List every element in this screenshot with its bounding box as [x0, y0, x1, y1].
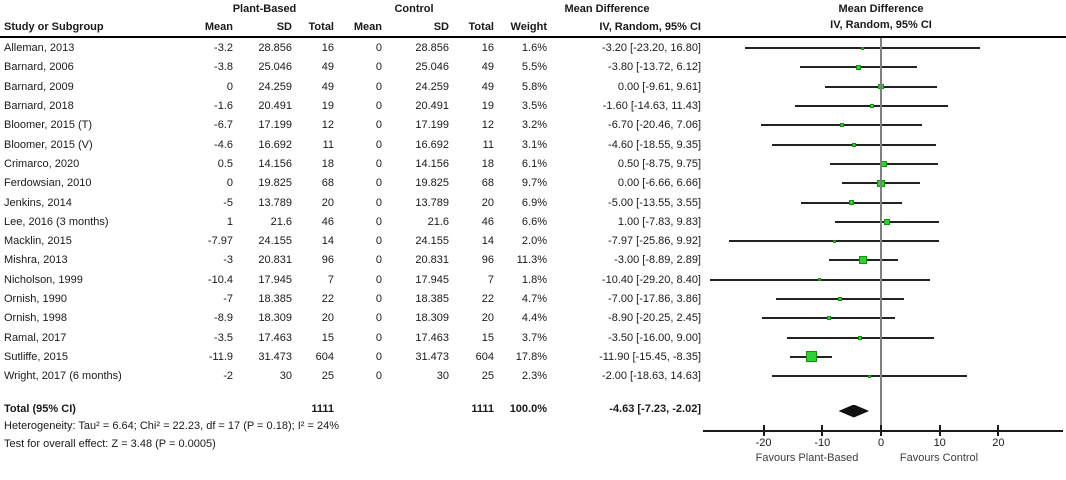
column-header-sd-control: SD [433, 20, 449, 33]
study-md-ci: -5.00 [-13.55, 3.55] [608, 196, 701, 209]
control-sd: 25.046 [415, 61, 449, 74]
study-md-ci: -3.80 [-13.72, 6.12] [608, 61, 701, 74]
treatment-mean: -3 [223, 254, 233, 267]
total-row [0, 399, 1066, 418]
treatment-mean: -6.7 [214, 119, 233, 132]
study-name: Ornish, 1998 [4, 312, 67, 325]
treatment-mean: -1.6 [214, 100, 233, 113]
study-weight: 17.8% [515, 350, 547, 363]
control-mean: 0 [375, 215, 382, 228]
treatment-sd: 14.156 [258, 157, 292, 170]
control-mean: 0 [375, 61, 382, 74]
control-mean: 0 [375, 235, 382, 248]
treatment-total: 18 [321, 157, 334, 170]
treatment-total: 68 [321, 177, 334, 190]
treatment-mean: 0.5 [217, 157, 233, 170]
treatment-mean: -4.6 [214, 138, 233, 151]
treatment-sd: 19.825 [258, 177, 292, 190]
study-name: Macklin, 2015 [4, 235, 72, 248]
treatment-sd: 24.155 [258, 235, 292, 248]
control-sd: 24.155 [415, 235, 449, 248]
study-weight: 6.1% [521, 157, 547, 170]
control-total: 18 [481, 157, 494, 170]
treatment-sd: 25.046 [258, 61, 292, 74]
treatment-mean: -3.2 [214, 42, 233, 55]
study-md-ci: -7.97 [-25.86, 9.92] [608, 235, 701, 248]
control-total: 20 [481, 196, 494, 209]
treatment-mean: -5 [223, 196, 233, 209]
study-name: Ferdowsian, 2010 [4, 177, 92, 190]
treatment-total: 15 [321, 331, 334, 344]
x-axis-tick [763, 425, 765, 436]
study-weight: 4.4% [521, 312, 547, 325]
control-sd: 18.385 [415, 293, 449, 305]
study-md-ci: -3.50 [-16.00, 9.00] [608, 331, 701, 344]
control-total: 604 [475, 350, 494, 363]
treatment-sd: 24.259 [258, 80, 292, 93]
control-sd: 20.831 [415, 254, 449, 267]
column-header-total-treatment: Total [308, 20, 334, 33]
treatment-total: 604 [315, 350, 334, 363]
control-sd: 14.156 [415, 157, 449, 170]
control-sd: 13.789 [415, 196, 449, 209]
treatment-mean: 0 [226, 177, 233, 190]
control-total: 49 [481, 80, 494, 93]
total-md-ci: -4.63 [-7.23, -2.02] [609, 402, 701, 415]
control-mean: 0 [375, 331, 382, 344]
study-name: Wright, 2017 (6 months) [4, 370, 122, 383]
control-sd: 18.309 [415, 312, 449, 325]
control-total: 46 [481, 215, 494, 228]
control-total: 49 [481, 61, 494, 74]
overall-effect-text: Test for overall effect: Z = 3.48 (P = 0.0005) [4, 438, 216, 450]
x-axis-tick [880, 425, 882, 436]
study-weight: 6.9% [521, 196, 547, 209]
column-header-weight: Weight [510, 20, 547, 33]
treatment-mean: -7.97 [207, 235, 233, 248]
study-md-ci: -4.60 [-18.55, 9.35] [608, 138, 701, 151]
control-mean: 0 [375, 254, 382, 267]
study-weight: 2.0% [521, 235, 547, 248]
total-weight: 100.0% [509, 402, 547, 415]
study-name: Crimarco, 2020 [4, 157, 80, 170]
treatment-mean: -2 [223, 370, 233, 383]
study-name: Bloomer, 2015 (V) [4, 138, 93, 151]
study-md-ci: 0.00 [-6.66, 6.66] [617, 177, 701, 190]
study-name: Jenkins, 2014 [4, 196, 72, 209]
treatment-total: 49 [321, 61, 334, 74]
treatment-mean: -3.5 [214, 331, 233, 344]
study-name: Barnard, 2009 [4, 80, 74, 93]
study-weight: 9.7% [521, 177, 547, 190]
treatment-sd: 13.789 [258, 196, 292, 209]
control-mean: 0 [375, 157, 382, 170]
control-mean: 0 [375, 312, 382, 325]
x-axis-tick [997, 425, 999, 436]
plot-title: Mean Difference [838, 3, 924, 15]
study-md-ci: -8.90 [-20.25, 2.45] [608, 312, 701, 325]
group-control-label: Control [394, 3, 434, 15]
control-total: 96 [481, 254, 494, 267]
treatment-total: 96 [321, 254, 334, 267]
study-md-ci: -11.90 [-15.45, -8.35] [599, 350, 701, 363]
group-plant-based-label: Plant-Based [232, 3, 297, 15]
study-name: Barnard, 2006 [4, 61, 74, 74]
study-weight: 2.3% [521, 370, 547, 383]
study-weight: 6.6% [521, 215, 547, 228]
heterogeneity-text: Heterogeneity: Tau² = 6.64; Chi² = 22.23, df = 17 (P = 0.18); I² = 24% [4, 420, 339, 432]
treatment-total: 7 [327, 273, 334, 286]
study-md-ci: 0.50 [-8.75, 9.75] [617, 157, 701, 170]
control-sd: 21.6 [427, 215, 449, 228]
treatment-total: 11 [322, 138, 334, 151]
treatment-total: 22 [321, 293, 334, 305]
study-weight: 3.1% [521, 138, 547, 151]
plot-subtitle: IV, Random, 95% CI [830, 19, 932, 31]
favours-left-label: Favours Plant-Based [755, 452, 859, 464]
study-weight: 3.2% [521, 119, 547, 132]
treatment-total: 16 [321, 42, 334, 55]
control-mean: 0 [375, 273, 382, 286]
control-mean: 0 [375, 177, 382, 190]
study-md-ci: -10.40 [-29.20, 8.40] [601, 273, 701, 286]
treatment-total: 25 [321, 370, 334, 383]
control-total: 12 [481, 119, 494, 132]
control-total: 19 [481, 100, 494, 113]
study-name: Ramal, 2017 [4, 331, 67, 344]
mean-difference-column-title: Mean Difference [564, 3, 650, 15]
treatment-total: 14 [321, 235, 334, 248]
total-n-treatment: 1111 [311, 402, 334, 415]
control-mean: 0 [375, 350, 382, 363]
study-name: Mishra, 2013 [4, 254, 68, 267]
study-weight: 1.6% [521, 42, 547, 55]
study-md-ci: -6.70 [-20.46, 7.06] [608, 119, 701, 132]
control-sd: 16.692 [415, 138, 449, 151]
control-mean: 0 [375, 138, 382, 151]
study-md-ci: -2.00 [-18.63, 14.63] [601, 370, 701, 383]
treatment-total: 20 [321, 312, 334, 325]
treatment-total: 12 [321, 119, 334, 132]
study-weight: 5.5% [521, 61, 547, 74]
control-mean: 0 [375, 119, 382, 132]
x-axis-tick-label: -20 [755, 437, 772, 449]
control-sd: 19.825 [415, 177, 449, 190]
study-weight: 1.8% [521, 273, 547, 286]
study-name: Bloomer, 2015 (T) [4, 119, 93, 132]
control-sd: 17.463 [415, 331, 449, 344]
treatment-sd: 17.199 [258, 119, 292, 132]
treatment-sd: 18.385 [258, 293, 292, 305]
treatment-sd: 16.692 [258, 138, 292, 151]
study-name: Ornish, 1990 [4, 293, 67, 305]
treatment-mean: -3.8 [214, 61, 233, 74]
favours-right-label: Favours Control [899, 452, 979, 464]
treatment-total: 19 [321, 100, 334, 113]
column-header-sd-treatment: SD [276, 20, 292, 33]
study-md-ci: -3.20 [-23.20, 16.80] [601, 42, 701, 55]
study-md-ci: -7.00 [-17.86, 3.86] [608, 293, 701, 305]
treatment-mean: -11.9 [208, 350, 233, 363]
control-total: 11 [482, 138, 494, 151]
column-header-mean-treatment: Mean [204, 20, 233, 33]
treatment-sd: 28.856 [258, 42, 292, 55]
control-sd: 28.856 [415, 42, 449, 55]
zero-reference-line [880, 38, 882, 431]
control-sd: 24.259 [415, 80, 449, 93]
x-axis-tick-label: -10 [814, 437, 831, 449]
study-weight: 11.3% [516, 254, 547, 267]
x-axis-tick [939, 425, 941, 436]
treatment-mean: 0 [226, 80, 233, 93]
treatment-total: 20 [321, 196, 334, 209]
control-total: 68 [481, 177, 494, 190]
x-axis-tick-label: 10 [933, 437, 946, 449]
x-axis-tick [821, 425, 823, 436]
column-header-study: Study or Subgroup [4, 20, 104, 33]
treatment-total: 49 [321, 80, 334, 93]
control-total: 22 [481, 293, 494, 305]
treatment-sd: 31.473 [258, 350, 292, 363]
study-name: Nicholson, 1999 [4, 273, 83, 286]
study-weight: 5.8% [521, 80, 547, 93]
control-mean: 0 [375, 100, 382, 113]
treatment-sd: 17.463 [258, 331, 292, 344]
treatment-total: 46 [321, 215, 334, 228]
study-md-ci: -1.60 [-14.63, 11.43] [602, 100, 701, 113]
control-mean: 0 [375, 80, 382, 93]
x-axis-tick-label: 20 [992, 437, 1005, 449]
study-weight: 3.5% [521, 100, 547, 113]
treatment-mean: -7 [223, 293, 233, 305]
x-axis-line [703, 430, 1063, 432]
control-total: 16 [481, 42, 494, 55]
study-weight: 3.7% [521, 331, 547, 344]
control-sd: 31.473 [415, 350, 449, 363]
study-md-ci: 1.00 [-7.83, 9.83] [617, 215, 701, 228]
control-sd: 20.491 [415, 100, 449, 113]
control-mean: 0 [375, 196, 382, 209]
treatment-sd: 18.309 [258, 312, 292, 325]
treatment-mean: -10.4 [207, 273, 233, 286]
study-md-ci: -3.00 [-8.89, 2.89] [614, 254, 701, 267]
control-sd: 17.199 [415, 119, 449, 132]
control-sd: 17.945 [415, 273, 449, 286]
study-name: Alleman, 2013 [4, 42, 75, 55]
treatment-sd: 20.491 [258, 100, 292, 113]
treatment-sd: 17.945 [258, 273, 292, 286]
control-total: 20 [481, 312, 494, 325]
column-header-total-control: Total [468, 20, 494, 33]
study-name: Sutliffe, 2015 [4, 350, 69, 363]
control-sd: 30 [436, 370, 449, 383]
study-name: Lee, 2016 (3 months) [4, 215, 109, 228]
total-n-control: 1111 [471, 402, 494, 415]
treatment-sd: 20.831 [258, 254, 292, 267]
control-total: 14 [481, 235, 494, 248]
x-axis-tick-label: 0 [877, 437, 885, 449]
treatment-sd: 21.6 [270, 215, 292, 228]
control-mean: 0 [375, 370, 382, 383]
column-header-ci: IV, Random, 95% CI [599, 20, 701, 33]
control-total: 7 [487, 273, 494, 286]
treatment-mean: 1 [226, 215, 233, 228]
column-header-mean-control: Mean [353, 20, 382, 33]
total-label: Total (95% CI) [4, 402, 76, 415]
study-weight: 4.7% [521, 293, 547, 305]
treatment-sd: 30 [279, 370, 292, 383]
study-md-ci: 0.00 [-9.61, 9.61] [617, 80, 701, 93]
study-name: Barnard, 2018 [4, 100, 74, 113]
control-total: 25 [481, 370, 494, 383]
control-mean: 0 [375, 293, 382, 305]
treatment-mean: -8.9 [214, 312, 233, 325]
control-mean: 0 [375, 42, 382, 55]
control-total: 15 [481, 331, 494, 344]
